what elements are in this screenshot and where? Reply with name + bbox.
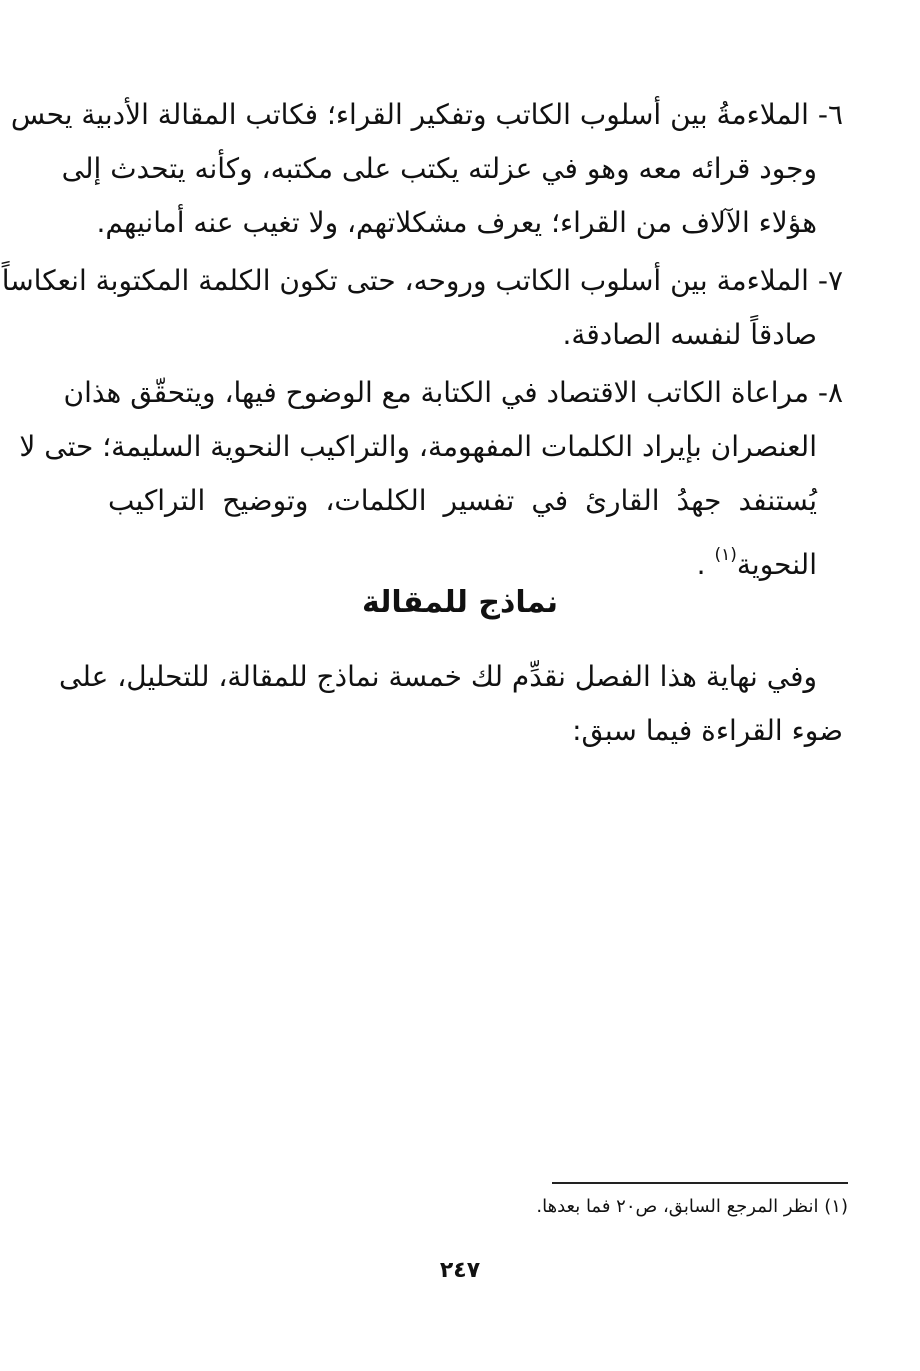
item-6-line-1: ٦- الملاءمةُ بين أسلوب الكاتب وتفكير القراء؛ فكاتب المقالة الأدبية يحس [10, 98, 843, 131]
item-8-line-3: يُستنفد جهدُ القارئ في تفسير الكلمات، وتوضيح التراكيب [108, 484, 817, 517]
item-8-line-2: العنصران بإيراد الكلمات المفهومة، والتراكيب النحوية السليمة؛ حتى لا [19, 430, 817, 463]
item-8-line-4 [108, 528, 843, 592]
item-8-line-4-text: النحوية [736, 548, 817, 581]
footnote: (١) انظر المرجع السابق، ص٢٠ فما بعدها. [536, 1196, 848, 1217]
item-6-line-2: وجود قرائه معه وهو في عزلته يكتب على مكتبه، وكأنه يتحدث إلى [61, 152, 817, 185]
list-item-7 [1, 254, 843, 362]
item-7-line-1: ٧- الملاءمة بين أسلوب الكاتب وروحه، حتى تكون الكلمة المكتوبة انعكاساً [1, 264, 843, 297]
footnote-separator [552, 1182, 848, 1184]
paragraph-line-2: ضوء القراءة فيما سبق: [572, 714, 843, 747]
list-item-6 [10, 88, 843, 250]
list-item-8 [19, 366, 843, 592]
item-8-line-1: ٨- مراعاة الكاتب الاقتصاد في الكتابة مع الوضوح فيها، ويتحقّق هذان [63, 376, 843, 409]
footnote-reference: (١) [714, 545, 737, 565]
item-8-line-4-period: . [696, 548, 706, 581]
paragraph-line-1: وفي نهاية هذا الفصل نقدِّم لك خمسة نماذج للمقالة، للتحليل، على [58, 660, 817, 693]
page-number: ٢٤٧ [439, 1258, 481, 1283]
section-heading: نماذج للمقالة [361, 585, 559, 620]
intro-paragraph [58, 650, 843, 758]
item-6-line-3: هؤلاء الآلاف من القراء؛ يعرف مشكلاتهم، ولا تغيب عنه أمانيهم. [96, 206, 817, 239]
item-7-line-2: صادقاً لنفسه الصادقة. [562, 318, 817, 351]
